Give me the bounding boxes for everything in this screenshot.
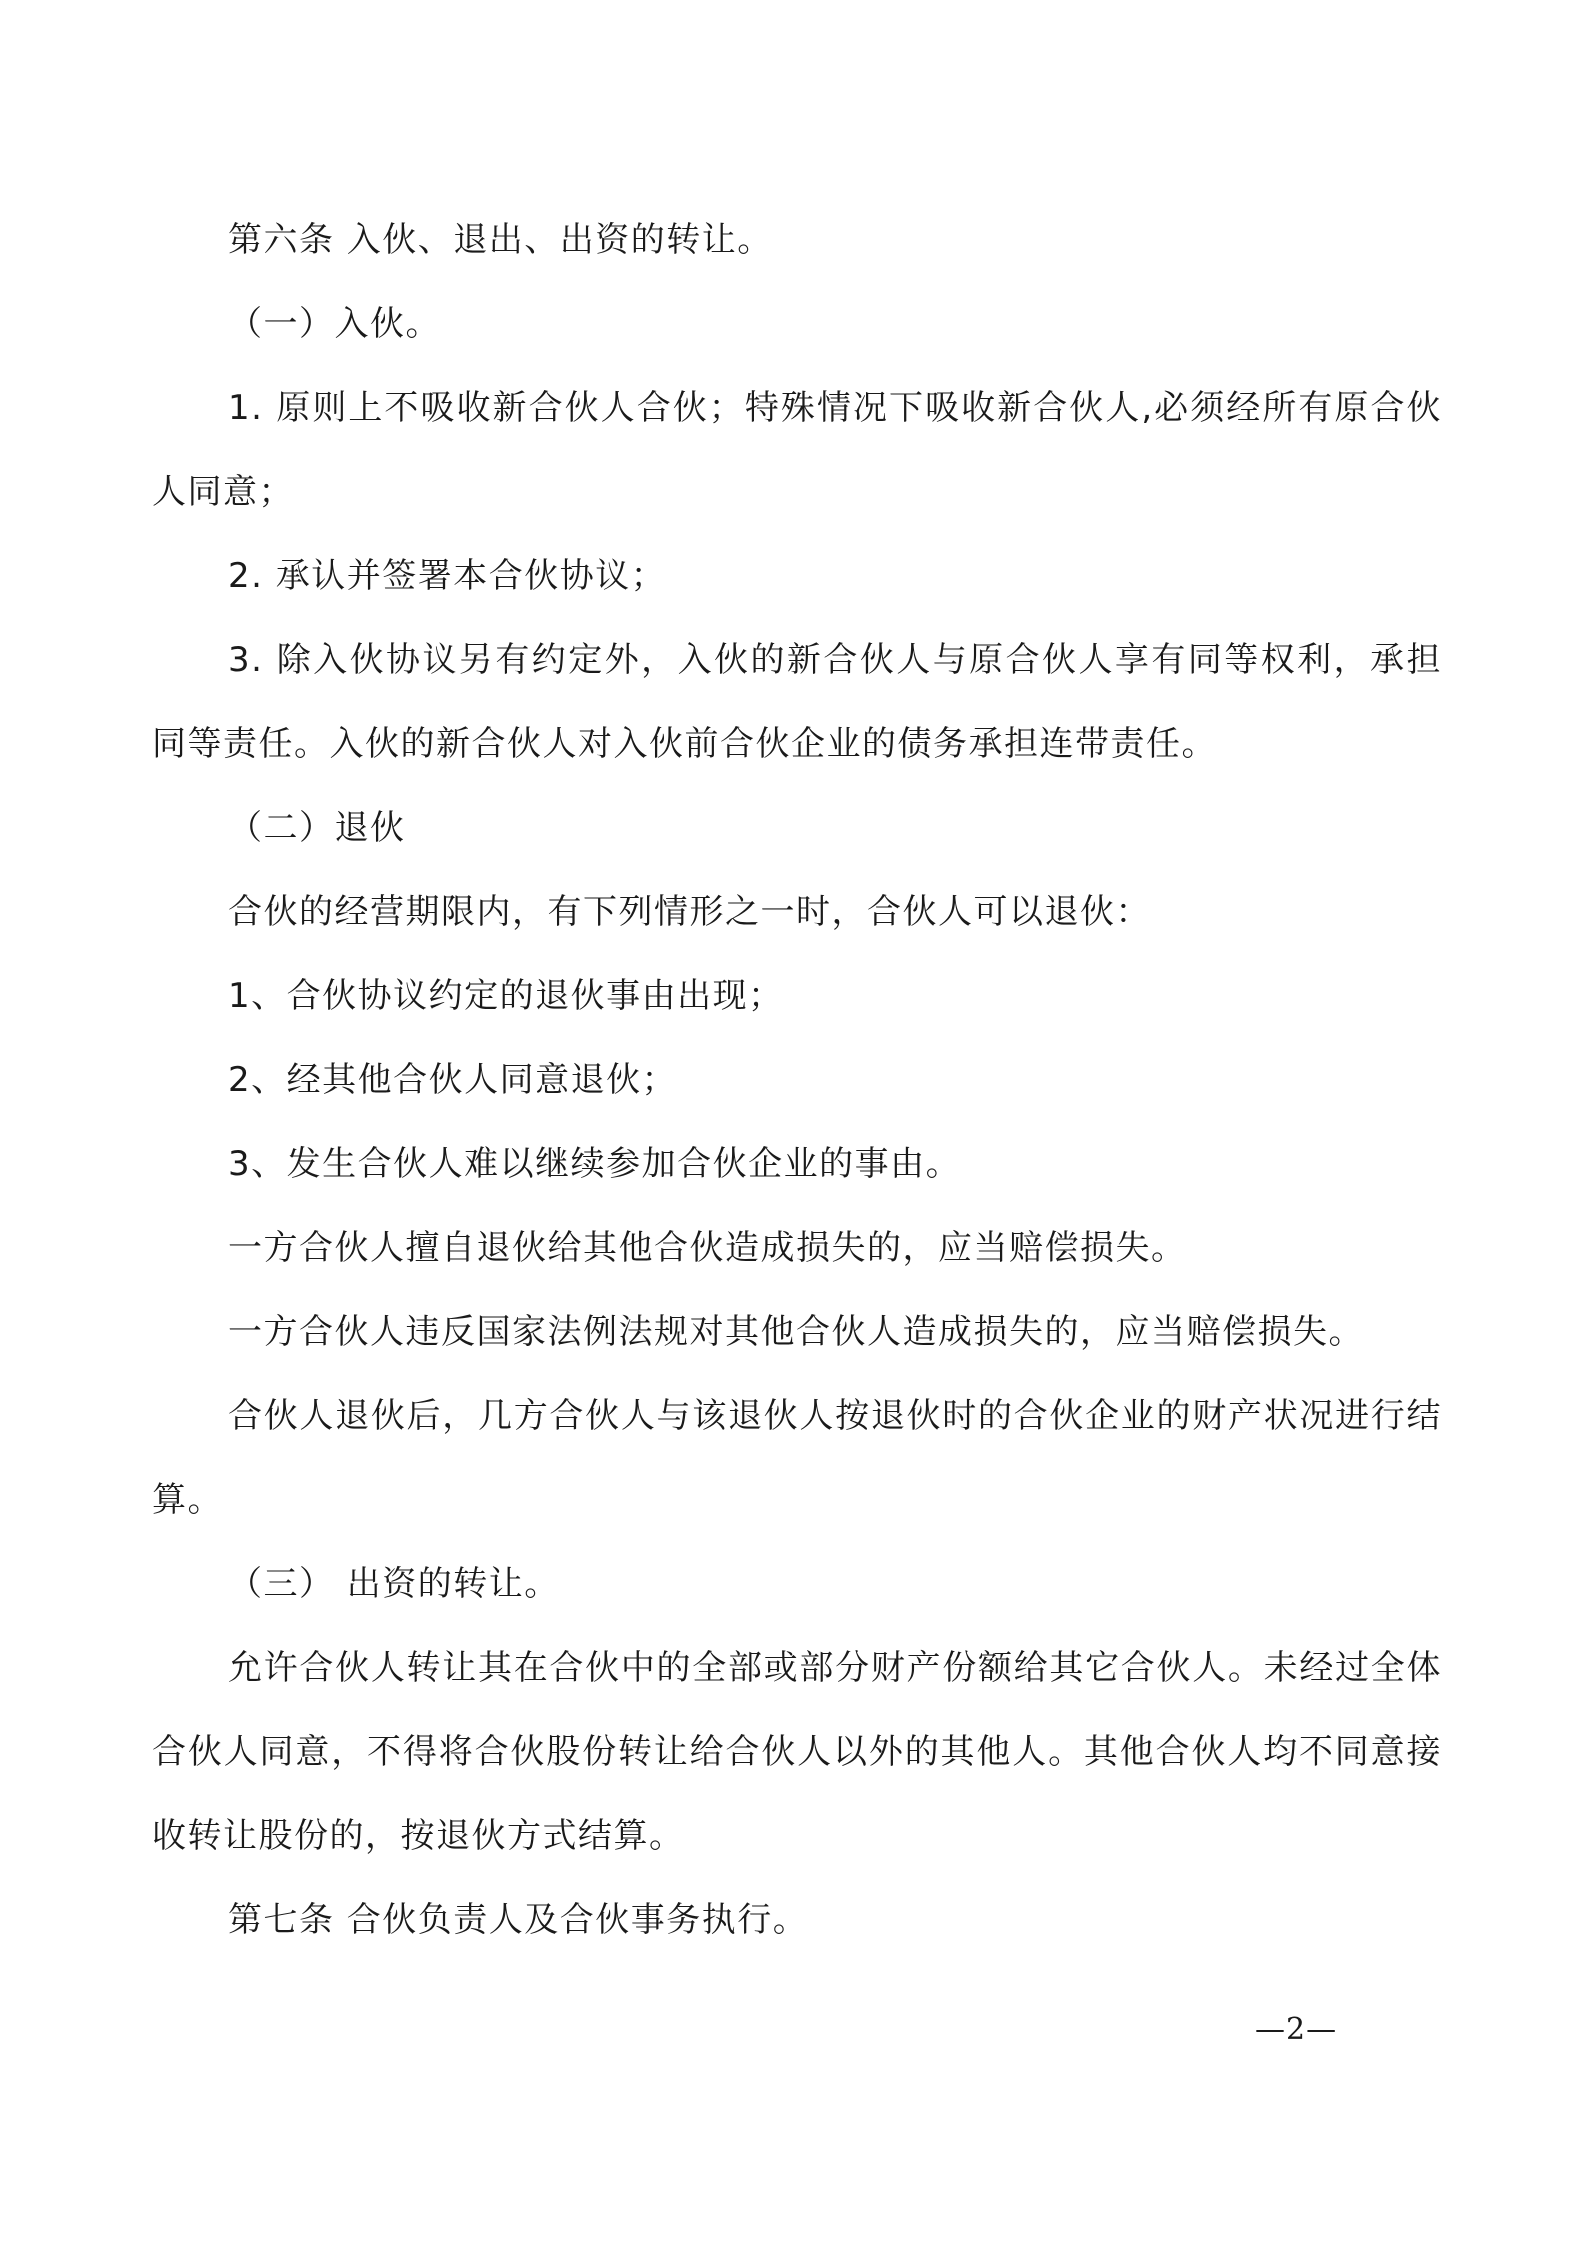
article-6-heading: 第六条 入伙、退出、出资的转让。 — [228, 220, 773, 260]
section-2-item-1: 1、合伙协议约定的退伙事由出现； — [228, 976, 784, 1016]
section-2-item-2: 2、经其他合伙人同意退伙； — [228, 1060, 678, 1100]
section-2-clause-unauthorized-withdrawal: 一方合伙人擅自退伙给其他合伙造成损失的，应当赔偿损失。 — [228, 1228, 1187, 1268]
section-2-clause-settlement: 合伙人退伙后，几方合伙人与该退伙人按退伙时的合伙企业的财产状况进行结算。 — [152, 1396, 1442, 1520]
section-2-heading: （二）退伙 — [228, 808, 406, 848]
section-2-clause-violation: 一方合伙人违反国家法例法规对其他合伙人造成损失的，应当赔偿损失。 — [228, 1312, 1364, 1352]
section-1-heading: （一）入伙。 — [228, 304, 441, 344]
section-3-body: 允许合伙人转让其在合伙中的全部或部分财产份额给其它合伙人。未经过全体合伙人同意，不得将合伙股份转让给合伙人以外的其他人。其他合伙人均不同意接收转让股份的，按退伙方式结算。 — [152, 1648, 1442, 1856]
document-body — [152, 198, 1442, 1962]
page-number: —2— — [1255, 2012, 1338, 2047]
section-1-item-2: 2. 承认并签署本合伙协议； — [228, 556, 667, 596]
section-1-item-3: 3. 除入伙协议另有约定外，入伙的新合伙人与原合伙人享有同等权利，承担同等责任。入伙的新合伙人对入伙前合伙企业的债务承担连带责任。 — [152, 640, 1442, 764]
article-7-heading: 第七条 合伙负责人及合伙事务执行。 — [228, 1900, 809, 1940]
section-2-item-3: 3、发生合伙人难以继续参加合伙企业的事由。 — [228, 1144, 962, 1184]
section-2-intro: 合伙的经营期限内，有下列情形之一时，合伙人可以退伙： — [228, 892, 1151, 932]
section-3-heading: （三） 出资的转让。 — [228, 1564, 560, 1604]
section-1-item-1: 1. 原则上不吸收新合伙人合伙；特殊情况下吸收新合伙人,必须经所有原合伙人同意； — [152, 388, 1442, 512]
